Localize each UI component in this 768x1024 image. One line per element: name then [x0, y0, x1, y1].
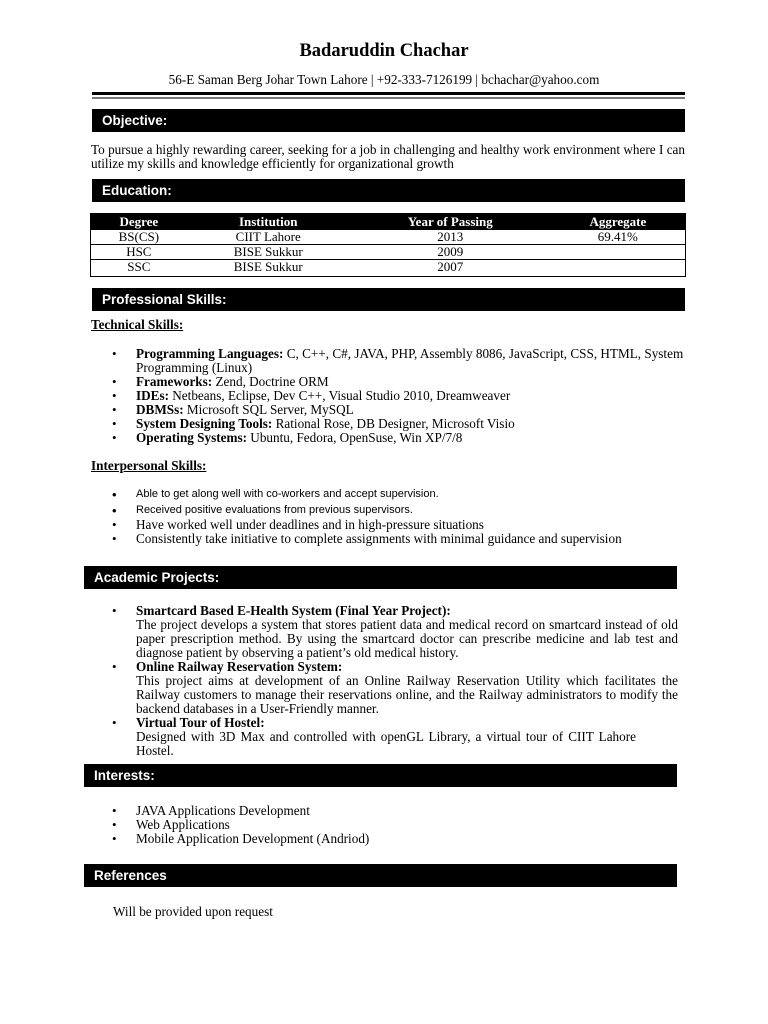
skill-label: IDEs: [136, 388, 169, 403]
column-degree: Degree [91, 214, 187, 230]
skill-label: System Designing Tools: [136, 416, 273, 431]
list-item [91, 347, 685, 375]
interpersonal-skills-list-b [91, 518, 631, 546]
projects-heading: Academic Projects: [84, 566, 677, 589]
list-item: • JAVA Applications Development [91, 804, 678, 818]
education-heading: Education: [92, 179, 685, 202]
table-row [91, 230, 685, 245]
table-row [91, 260, 685, 275]
list-item: • Consistently take initiative to complete assignments with minimal guidance and supervision [91, 532, 631, 546]
list-item: • Mobile Application Development (Andriod) [91, 832, 678, 846]
table-cell: BS(CS) [91, 230, 187, 245]
list-item [91, 403, 685, 417]
list-item: • Received positive evaluations from previous supervisors. [91, 503, 685, 519]
project-description: The project develops a system that stores patient data and medical record on smartcard instead of old paper prescription method. By using the smartcard doctor can prescribe medicine and lab test and diagnose patient by observing a patient’s old medical history. [136, 617, 678, 660]
skill-value: Zend, Doctrine ORM [212, 374, 329, 389]
education-table [91, 214, 685, 274]
technical-skills-list [91, 347, 685, 445]
contact-line: 56-E Saman Berg Johar Town Lahore | +92-333-7126199 | bchachar@yahoo.com [168, 72, 600, 87]
skill-value: C, C++, C#, JAVA, PHP, Assembly 8086, JavaScript, CSS, HTML, System Programming (Linux) [136, 346, 684, 375]
list-item [91, 431, 685, 445]
project-title: • Smartcard Based E-Health System (Final Year Project): [136, 603, 451, 618]
table-cell: BISE Sukkur [187, 260, 350, 275]
list-item [91, 417, 685, 431]
skill-value: Rational Rose, DB Designer, Microsoft Visio [272, 416, 515, 431]
interests-heading: Interests: [84, 764, 677, 787]
interpersonal-skills-list-a [91, 487, 685, 518]
column-institution: Institution [187, 214, 350, 230]
column-year: Year of Passing [350, 214, 551, 230]
project-title: • Virtual Tour of Hostel: [136, 715, 265, 730]
list-item [91, 604, 678, 660]
list-item [91, 716, 678, 758]
skill-label: Programming Languages: [136, 346, 284, 361]
skill-label: Operating Systems: [136, 430, 247, 445]
table-cell [551, 245, 685, 260]
list-item [91, 389, 685, 403]
table-cell: BISE Sukkur [187, 245, 350, 260]
header-divider-shadow [92, 97, 685, 99]
references-text: Will be provided upon request [113, 904, 273, 919]
table-cell: 69.41% [551, 230, 685, 245]
education-table-header [91, 214, 685, 230]
skill-value: Microsoft SQL Server, MySQL [183, 402, 354, 417]
skill-label: Frameworks: [136, 374, 213, 389]
objective-heading: Objective: [92, 109, 685, 132]
table-cell: 2009 [350, 245, 551, 260]
list-item [91, 660, 678, 716]
table-cell: HSC [91, 245, 187, 260]
interpersonal-skills-heading: Interpersonal Skills: [91, 458, 207, 473]
header-divider [92, 92, 685, 95]
references-heading: References [84, 864, 677, 887]
interests-list [91, 804, 678, 846]
column-aggregate: Aggregate [551, 214, 685, 230]
table-cell: 2007 [350, 260, 551, 275]
technical-skills-heading: Technical Skills: [91, 317, 184, 332]
table-cell: 2013 [350, 230, 551, 245]
objective-text: To pursue a highly rewarding career, seeking for a job in challenging and healthy work environment where I can utilize my skills and knowledge efficiently for organizational growth [91, 142, 685, 171]
skill-value: Ubuntu, Fedora, OpenSuse, Win XP/7/8 [247, 430, 463, 445]
skills-heading: Professional Skills: [92, 288, 685, 311]
list-item [91, 375, 685, 389]
table-cell: CIIT Lahore [187, 230, 350, 245]
project-description: Designed with 3D Max and controlled with openGL Library, a virtual tour of CIIT Lahore Hostel. [136, 729, 636, 758]
project-title: • Online Railway Reservation System: [136, 659, 343, 674]
table-cell [551, 260, 685, 275]
list-item: • Web Applications [91, 818, 678, 832]
skill-label: DBMSs: [136, 402, 184, 417]
table-row [91, 245, 685, 260]
projects-list [91, 604, 678, 758]
list-item: • Able to get along well with co-workers and accept supervision. [91, 487, 685, 503]
candidate-name: Badaruddin Chachar [299, 41, 469, 61]
skill-value: Netbeans, Eclipse, Dev C++, Visual Studio 2010, Dreamweaver [168, 388, 511, 403]
project-description: This project aims at development of an Online Railway Reservation Utility which facilitates the Railway customers to manage their reservations online, and the Railway administrators to modify the backend databases in a User-Friendly manner. [136, 673, 678, 716]
table-cell: SSC [91, 260, 187, 275]
list-item: • Have worked well under deadlines and in high-pressure situations [91, 518, 631, 532]
